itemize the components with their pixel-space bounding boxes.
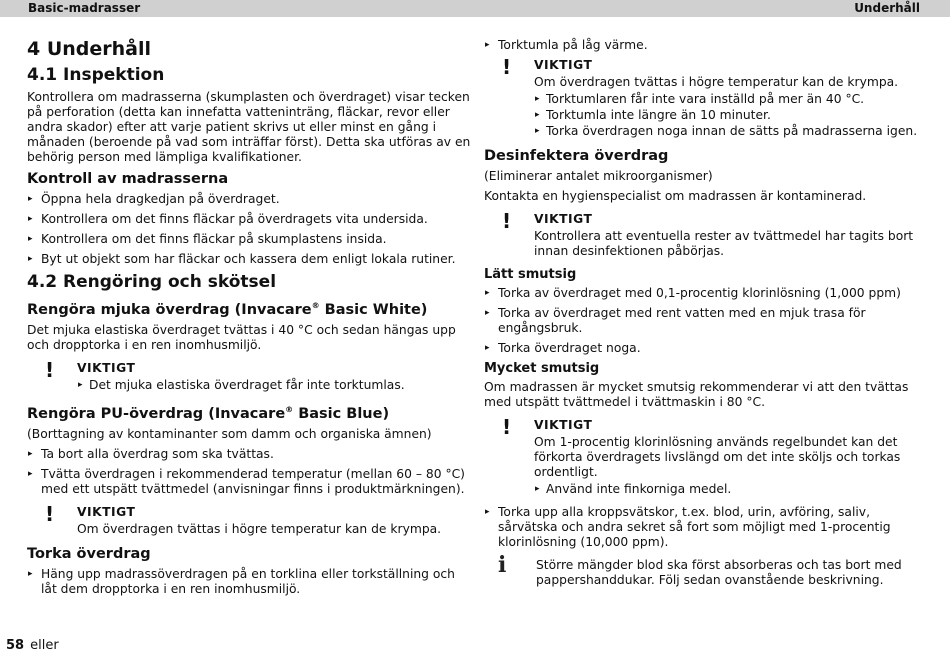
- list-item: ▸ Torka av överdraget med rent vatten med en mjuk trasa för engångsbruk.: [484, 306, 920, 336]
- list-item: ▸ Byt ut objekt som har fläckar och kassera dem enligt lokala rutiner.: [27, 252, 473, 267]
- list-item: ▸ Torka upp alla kroppsvätskor, t.ex. blod, urin, avföring, saliv, sårvätska och andra sekret så fort som möjligt med 1-procentig klorinlösning (10,000 ppm).: [484, 505, 920, 550]
- list-item: ▸ Torktumla på låg värme.: [484, 38, 920, 53]
- page-number: 58: [6, 638, 25, 653]
- latt-list: [484, 286, 920, 356]
- warning-title: VIKTIGT: [77, 504, 136, 519]
- warning-title: VIKTIGT: [534, 418, 593, 432]
- torka-list: [27, 567, 473, 597]
- warning-text: Kontrollera att eventuella rester av tvättmedel har tagits bort innan desinfektionen påbörjas.: [534, 229, 914, 258]
- pu-intro: (Borttagning av kontaminanter som damm och organiska ämnen): [27, 426, 432, 441]
- inspection-text: Kontrollera om madrasserna (skumplasten och överdraget) visar tecken på perforation (detta kan innefatta vatteninträng, fläckar, revor eller andra skador) efter att varje patient skrivs ut eller minst en gång i månaden (beroende på vad som inträffar först). Detta ska utföras av en behörig person med lämpliga kvalifikationer.: [27, 90, 471, 164]
- warning-exclamation-icon: !: [45, 501, 55, 526]
- kontroll-list: [27, 192, 473, 267]
- list-item: ▸ Ta bort alla överdrag som ska tvättas.: [27, 447, 473, 462]
- header-product: Basic-madrasser: [28, 1, 141, 15]
- page-header: [0, 0, 950, 17]
- warning-box: [484, 209, 920, 259]
- info-icon: i: [498, 552, 507, 578]
- list-item: ▸ Det mjuka elastiska överdraget får inte torktumlas.: [77, 378, 473, 393]
- list-item: ▸ Öppna hela dragkedjan på överdraget.: [27, 192, 473, 207]
- warning-text: Om överdragen tvättas i högre temperatur kan de krympa.: [77, 521, 442, 536]
- info-text: Större mängder blod ska först absorberas och tas bort med pappershanddukar. Följ sedan ovanstående beskrivning.: [536, 558, 902, 587]
- warning-exclamation-icon: !: [502, 55, 512, 79]
- warning-text: Om 1-procentig klorinlösning används regelbundet kan det förkorta överdragets livslängd om det inte sköljs och torkas ordentligt.: [534, 435, 901, 479]
- warning-box: [484, 55, 920, 139]
- desinf-heading: Desinfektera överdrag: [484, 148, 669, 164]
- header-chapter: Underhåll: [854, 1, 920, 15]
- list-item: ▸ Torka överdraget noga.: [484, 341, 920, 356]
- warning-box: [484, 415, 920, 497]
- warning-box: [27, 357, 473, 393]
- warning-title: VIKTIGT: [534, 212, 593, 226]
- desinf-text: Kontakta en hygienspecialist om madrassen är kontaminerad.: [484, 189, 867, 203]
- page-footer: [6, 638, 59, 653]
- mycket-heading: Mycket smutsig: [484, 361, 600, 376]
- pu-list: [27, 447, 473, 497]
- list-item: ▸ Torka överdragen noga innan de sätts på madrasserna igen.: [534, 124, 920, 139]
- warning-exclamation-icon: !: [502, 209, 512, 233]
- top-list: [484, 38, 920, 53]
- latt-heading: Lätt smutsig: [484, 267, 577, 282]
- warning-exclamation-icon: !: [502, 415, 512, 439]
- cleaning-heading: 4.2 Rengöring och skötsel: [27, 272, 277, 292]
- right-column: [484, 38, 920, 588]
- torka-heading: Torka överdrag: [27, 545, 151, 562]
- info-box: [484, 552, 920, 588]
- inspection-heading: 4.1 Inspektion: [27, 65, 165, 85]
- section-title: 4 Underhåll: [27, 38, 152, 60]
- list-item: ▸ Tvätta överdragen i rekommenderad temperatur (mellan 60 – 80 °C) med ett utspätt tvättmedel (anvisningar finns i produktmärkningen).: [27, 467, 473, 497]
- warning-title: VIKTIGT: [77, 360, 136, 375]
- mjuka-heading: Rengöra mjuka överdrag (Invacare® Basic White): [27, 301, 428, 318]
- mjuka-text: Det mjuka elastiska överdraget tvättas i 40 °C och sedan hängas upp och dropptorka i en ren inomhusmiljö.: [27, 322, 456, 352]
- body-list: [484, 505, 920, 550]
- list-item: ▸ Torktumlaren får inte vara inställd på mer än 40 °C.: [534, 92, 920, 107]
- pu-heading: Rengöra PU-överdrag (Invacare® Basic Blue): [27, 404, 390, 422]
- left-column: [27, 28, 473, 602]
- list-item: ▸ Använd inte finkorniga medel.: [534, 482, 920, 497]
- mycket-text: Om madrassen är mycket smutsig rekommenderar vi att den tvättas med utspätt tvättmedel i tvättmaskin i 80 °C.: [484, 380, 909, 409]
- list-item: ▸ Torktumla inte längre än 10 minuter.: [534, 108, 920, 123]
- footer-lang: eller: [30, 638, 59, 653]
- list-item: ▸ Kontrollera om det finns fläckar på överdragets vita undersida.: [27, 212, 473, 227]
- list-item: ▸ Torka av överdraget med 0,1-procentig klorinlösning (1,000 ppm): [484, 286, 920, 301]
- warning-text: Om överdragen tvättas i högre temperatur kan de krympa.: [534, 75, 899, 89]
- list-item: ▸ Kontrollera om det finns fläckar på skumplastens insida.: [27, 232, 473, 247]
- warning-box: [27, 501, 473, 537]
- warning-title: VIKTIGT: [534, 58, 593, 72]
- warning-exclamation-icon: !: [45, 357, 55, 382]
- kontroll-heading: Kontroll av madrasserna: [27, 171, 229, 187]
- desinf-intro: (Eliminerar antalet mikroorganismer): [484, 169, 713, 183]
- list-item: ▸ Häng upp madrassöverdragen på en torklina eller torkställning och låt dem dropptorka i en ren inomhusmiljö.: [27, 567, 473, 597]
